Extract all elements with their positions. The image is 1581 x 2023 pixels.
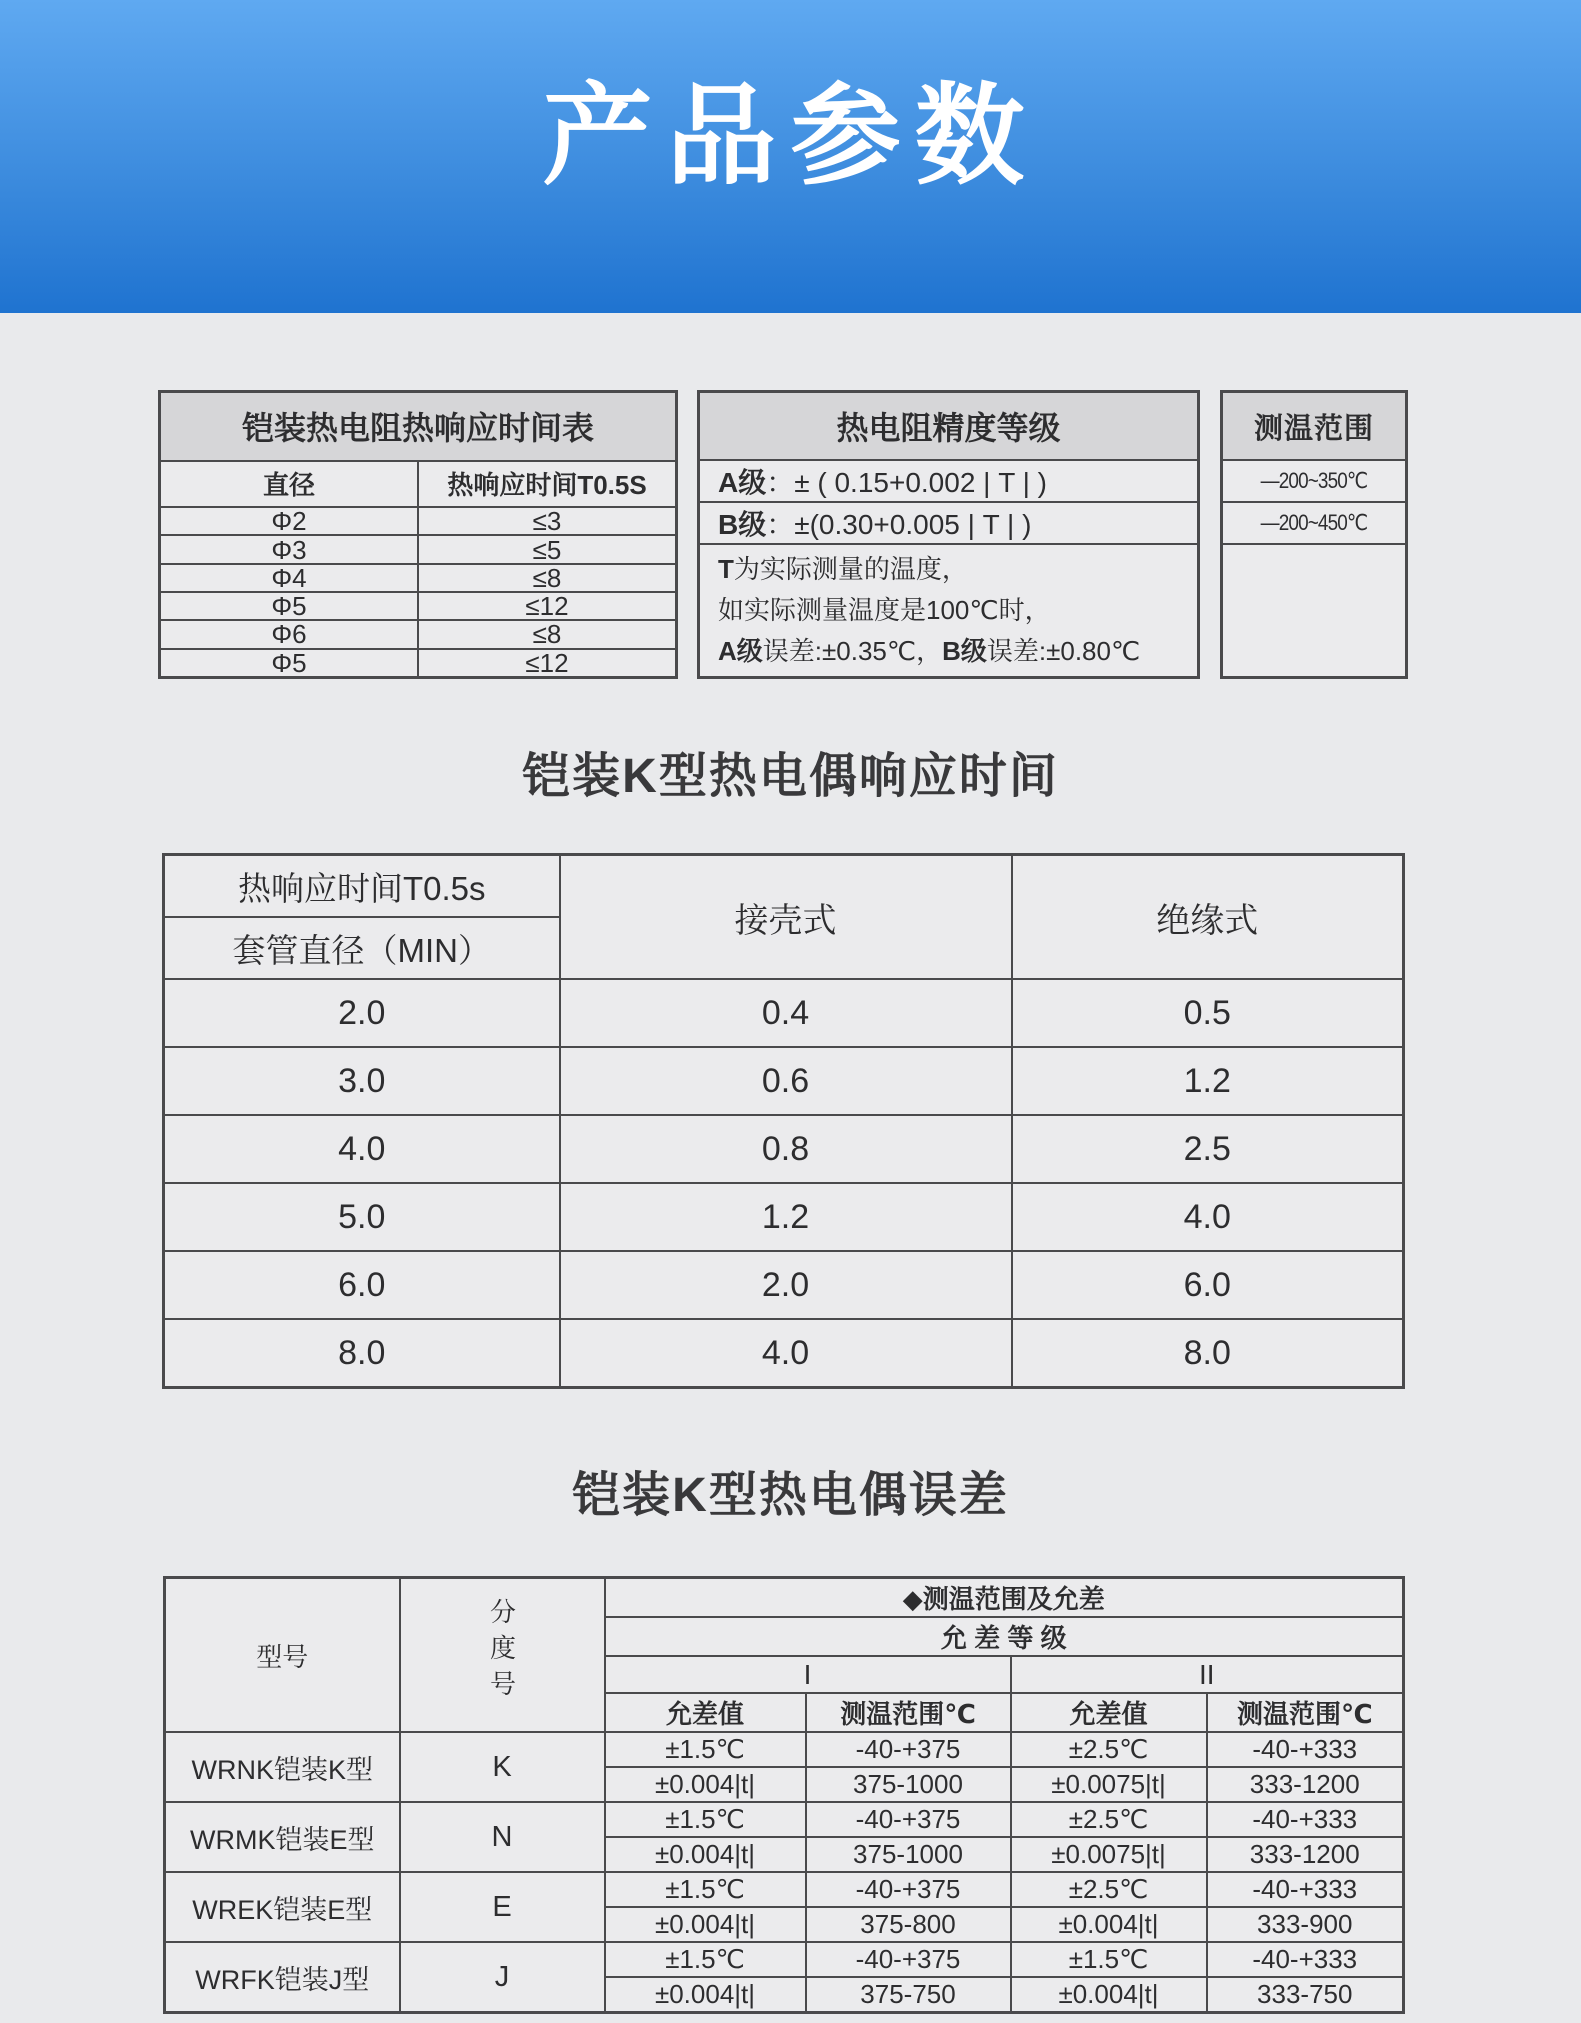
header-sheath-diameter: 套管直径（MIN） bbox=[164, 917, 560, 979]
cell: ±1.5℃ bbox=[1011, 1942, 1207, 1977]
cell: 375-1000 bbox=[806, 1767, 1011, 1802]
cell-graduation: J bbox=[400, 1942, 605, 2013]
table-row bbox=[160, 592, 677, 620]
cell: -40-+333 bbox=[1207, 1802, 1404, 1837]
cell-model: WRFK铠装J型 bbox=[165, 1942, 400, 2013]
cell: 1.2 bbox=[560, 1183, 1012, 1251]
k-error-table bbox=[163, 1576, 1405, 2014]
cell: -40-+375 bbox=[806, 1802, 1011, 1837]
cell: 6.0 bbox=[1012, 1251, 1404, 1319]
cell-diameter: Φ5 bbox=[160, 592, 419, 620]
cell: ±0.004|t| bbox=[605, 1837, 806, 1872]
cell-time: ≤8 bbox=[418, 620, 677, 648]
cell-time: ≤8 bbox=[418, 564, 677, 592]
cell: 5.0 bbox=[164, 1183, 560, 1251]
cell: 375-750 bbox=[806, 1977, 1011, 2013]
cell: 0.5 bbox=[1012, 979, 1404, 1047]
table-row bbox=[699, 460, 1199, 502]
accuracy-notes bbox=[699, 544, 1199, 678]
cell: -40-+375 bbox=[806, 1942, 1011, 1977]
cell-diameter: Φ2 bbox=[160, 507, 419, 535]
cell: 8.0 bbox=[164, 1319, 560, 1388]
cell-model: WREK铠装E型 bbox=[165, 1872, 400, 1942]
table-row bbox=[160, 564, 677, 592]
cell: -40-+333 bbox=[1207, 1872, 1404, 1907]
table-row bbox=[699, 544, 1199, 678]
cell: 2.5 bbox=[1012, 1115, 1404, 1183]
cell: 4.0 bbox=[560, 1319, 1012, 1388]
table-row bbox=[1222, 502, 1407, 544]
header-tolerance-grade: 允 差 等 级 bbox=[605, 1617, 1404, 1656]
table-row bbox=[164, 979, 1404, 1047]
cell: 333-1200 bbox=[1207, 1767, 1404, 1802]
cell: 333-750 bbox=[1207, 1977, 1404, 2013]
cell-model: WRNK铠装K型 bbox=[165, 1732, 400, 1802]
table-row bbox=[164, 1047, 1404, 1115]
cell: 375-1000 bbox=[806, 1837, 1011, 1872]
spec-tables-row bbox=[158, 390, 1581, 679]
cell-graduation: K bbox=[400, 1732, 605, 1802]
cell: ±1.5℃ bbox=[605, 1872, 806, 1907]
banner bbox=[0, 0, 1581, 313]
table-row bbox=[1222, 544, 1407, 678]
cell: 333-1200 bbox=[1207, 1837, 1404, 1872]
column-header-response-time: 热响应时间T0.5S bbox=[418, 461, 677, 507]
cell: ±0.0075|t| bbox=[1011, 1767, 1207, 1802]
header-insulated-type: 绝缘式 bbox=[1012, 855, 1404, 980]
cell: 0.8 bbox=[560, 1115, 1012, 1183]
cell: ±0.004|t| bbox=[1011, 1907, 1207, 1942]
cell: -40-+333 bbox=[1207, 1942, 1404, 1977]
table-row bbox=[160, 620, 677, 648]
cell-model: WRMK铠装E型 bbox=[165, 1802, 400, 1872]
column-header-diameter: 直径 bbox=[160, 461, 419, 507]
range-value: —200~450℃ bbox=[1222, 502, 1407, 544]
section-title-k-error: 铠装K型热电偶误差 bbox=[572, 1469, 1009, 1522]
cell: ±1.5℃ bbox=[605, 1732, 806, 1767]
cell: ±2.5℃ bbox=[1011, 1872, 1207, 1907]
table-row bbox=[164, 1251, 1404, 1319]
cell-graduation: E bbox=[400, 1872, 605, 1942]
range-value: —200~350℃ bbox=[1222, 460, 1407, 502]
cell-time: ≤5 bbox=[418, 535, 677, 563]
cell: -40-+375 bbox=[806, 1872, 1011, 1907]
table-row bbox=[165, 1732, 1404, 1767]
cell-diameter: Φ6 bbox=[160, 620, 419, 648]
empty-cell bbox=[1222, 544, 1407, 678]
cell: 2.0 bbox=[560, 1251, 1012, 1319]
rtd-response-time-table bbox=[158, 390, 678, 679]
table-row bbox=[164, 1115, 1404, 1183]
cell: 0.6 bbox=[560, 1047, 1012, 1115]
accuracy-class-b: B级：±(0.30+0.005 | T | ) bbox=[699, 502, 1199, 544]
cell: 6.0 bbox=[164, 1251, 560, 1319]
header-class-1: I bbox=[605, 1656, 1011, 1693]
table-row bbox=[165, 1802, 1404, 1837]
cell: 2.0 bbox=[164, 979, 560, 1047]
header-range: 测温范围℃ bbox=[806, 1693, 1011, 1732]
cell: 333-900 bbox=[1207, 1907, 1404, 1942]
header-class-2: II bbox=[1011, 1656, 1404, 1693]
cell: ±0.004|t| bbox=[605, 1907, 806, 1942]
temp-range-table bbox=[1220, 390, 1408, 679]
k-response-table bbox=[162, 853, 1405, 1389]
cell: ±0.004|t| bbox=[1011, 1977, 1207, 2013]
note-line: 如实际测量温度是100℃时， bbox=[718, 595, 1051, 625]
cell-time: ≤12 bbox=[418, 592, 677, 620]
header-tolerance: 允差值 bbox=[605, 1693, 806, 1732]
cell: 8.0 bbox=[1012, 1319, 1404, 1388]
table-row bbox=[1222, 460, 1407, 502]
cell-diameter: Φ5 bbox=[160, 649, 419, 678]
cell: ±1.5℃ bbox=[605, 1942, 806, 1977]
cell: -40-+333 bbox=[1207, 1732, 1404, 1767]
cell-time: ≤12 bbox=[418, 649, 677, 678]
note-line: A级误差:±0.35℃，B级误差:±0.80℃ bbox=[718, 636, 1141, 666]
table-row bbox=[160, 649, 677, 678]
header-model: 型号 bbox=[165, 1578, 400, 1733]
cell: ±2.5℃ bbox=[1011, 1732, 1207, 1767]
cell: 4.0 bbox=[1012, 1183, 1404, 1251]
cell: 375-800 bbox=[806, 1907, 1011, 1942]
section-title-k-response: 铠装K型热电偶响应时间 bbox=[522, 750, 1059, 803]
accuracy-class-a: A级：± ( 0.15+0.002 | T | ) bbox=[699, 460, 1199, 502]
table-row bbox=[164, 1319, 1404, 1388]
header-range-and-tolerance: ◆测温范围及允差 bbox=[605, 1578, 1404, 1618]
table-title: 热电阻精度等级 bbox=[699, 392, 1199, 461]
header-tolerance: 允差值 bbox=[1011, 1693, 1207, 1732]
header-range: 测温范围℃ bbox=[1207, 1693, 1404, 1732]
cell: ±2.5℃ bbox=[1011, 1802, 1207, 1837]
cell-diameter: Φ4 bbox=[160, 564, 419, 592]
cell-time: ≤3 bbox=[418, 507, 677, 535]
cell: 3.0 bbox=[164, 1047, 560, 1115]
cell: ±0.004|t| bbox=[605, 1767, 806, 1802]
page-title: 产品参数 bbox=[542, 75, 1039, 198]
cell: ±0.0075|t| bbox=[1011, 1837, 1207, 1872]
table-row bbox=[160, 507, 677, 535]
cell: 0.4 bbox=[560, 979, 1012, 1047]
header-response-time: 热响应时间T0.5s bbox=[164, 855, 560, 918]
cell: -40-+375 bbox=[806, 1732, 1011, 1767]
table-title: 铠装热电阻热响应时间表 bbox=[160, 392, 677, 461]
cell-diameter: Φ3 bbox=[160, 535, 419, 563]
cell: ±1.5℃ bbox=[605, 1802, 806, 1837]
cell-graduation: N bbox=[400, 1802, 605, 1872]
table-row bbox=[165, 1872, 1404, 1907]
table-row bbox=[164, 1183, 1404, 1251]
cell: ±0.004|t| bbox=[605, 1977, 806, 2013]
rtd-accuracy-table bbox=[697, 390, 1200, 679]
cell: 4.0 bbox=[164, 1115, 560, 1183]
table-row bbox=[160, 535, 677, 563]
table-title: 测温范围 bbox=[1222, 392, 1407, 461]
note-line: T为实际测量的温度， bbox=[718, 554, 968, 584]
cell: 1.2 bbox=[1012, 1047, 1404, 1115]
table-row bbox=[165, 1942, 1404, 1977]
header-shell-type: 接壳式 bbox=[560, 855, 1012, 980]
header-graduation: 分度号 bbox=[400, 1578, 605, 1733]
table-row bbox=[699, 502, 1199, 544]
